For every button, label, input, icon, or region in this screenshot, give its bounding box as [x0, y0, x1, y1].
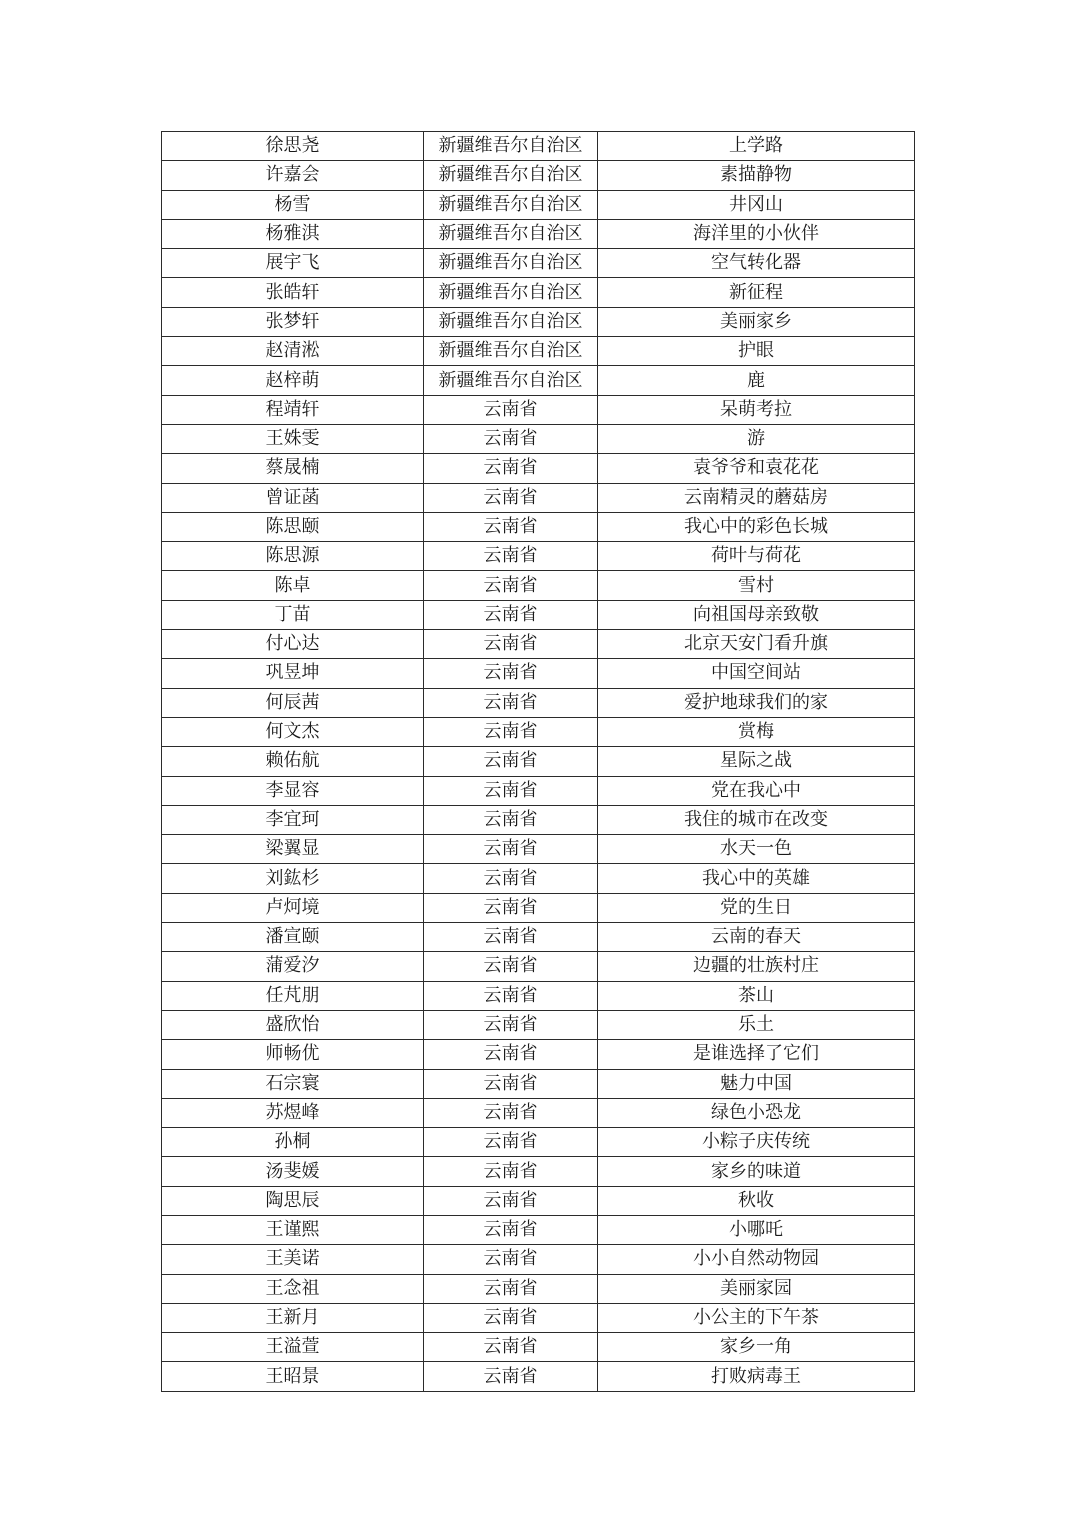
name-cell: 丁苗 — [162, 600, 424, 629]
region-cell: 云南省 — [424, 454, 598, 483]
title-cell: 赏梅 — [598, 717, 915, 746]
table-row — [162, 395, 915, 424]
region-cell: 云南省 — [424, 1245, 598, 1274]
name-cell: 何辰茜 — [162, 688, 424, 717]
name-cell: 付心达 — [162, 630, 424, 659]
name-cell: 蒲爱汐 — [162, 952, 424, 981]
name-cell: 张皓轩 — [162, 278, 424, 307]
region-cell: 新疆维吾尔自治区 — [424, 337, 598, 366]
region-cell: 云南省 — [424, 923, 598, 952]
table-row — [162, 688, 915, 717]
name-cell: 何文杰 — [162, 717, 424, 746]
table-row — [162, 1274, 915, 1303]
region-cell: 云南省 — [424, 571, 598, 600]
region-cell: 云南省 — [424, 747, 598, 776]
title-cell: 绿色小恐龙 — [598, 1098, 915, 1127]
table-row — [162, 1303, 915, 1332]
title-cell: 上学路 — [598, 132, 915, 161]
table-row — [162, 835, 915, 864]
region-cell: 云南省 — [424, 542, 598, 571]
title-cell: 爱护地球我们的家 — [598, 688, 915, 717]
roster-table — [161, 131, 915, 1392]
table-row — [162, 893, 915, 922]
region-cell: 云南省 — [424, 835, 598, 864]
title-cell: 素描静物 — [598, 161, 915, 190]
table-row — [162, 219, 915, 248]
region-cell: 云南省 — [424, 981, 598, 1010]
name-cell: 程靖轩 — [162, 395, 424, 424]
name-cell: 赵梓萌 — [162, 366, 424, 395]
table-row — [162, 1333, 915, 1362]
name-cell: 陈思颐 — [162, 512, 424, 541]
title-cell: 小小自然动物园 — [598, 1245, 915, 1274]
region-cell: 云南省 — [424, 952, 598, 981]
title-cell: 美丽家园 — [598, 1274, 915, 1303]
table-row — [162, 337, 915, 366]
region-cell: 云南省 — [424, 1303, 598, 1332]
name-cell: 李显容 — [162, 776, 424, 805]
region-cell: 云南省 — [424, 483, 598, 512]
region-cell: 新疆维吾尔自治区 — [424, 190, 598, 219]
table-row — [162, 717, 915, 746]
table-row — [162, 1098, 915, 1127]
table-row — [162, 952, 915, 981]
title-cell: 鹿 — [598, 366, 915, 395]
title-cell: 星际之战 — [598, 747, 915, 776]
title-cell: 呆萌考拉 — [598, 395, 915, 424]
region-cell: 云南省 — [424, 893, 598, 922]
region-cell: 云南省 — [424, 1157, 598, 1186]
title-cell: 乐土 — [598, 1010, 915, 1039]
region-cell: 云南省 — [424, 864, 598, 893]
region-cell: 云南省 — [424, 1040, 598, 1069]
title-cell: 小粽子庆传统 — [598, 1128, 915, 1157]
region-cell: 云南省 — [424, 776, 598, 805]
region-cell: 云南省 — [424, 1333, 598, 1362]
name-cell: 汤斐媛 — [162, 1157, 424, 1186]
name-cell: 梁翼显 — [162, 835, 424, 864]
table-row — [162, 630, 915, 659]
table-row — [162, 1010, 915, 1039]
title-cell: 茶山 — [598, 981, 915, 1010]
name-cell: 陈卓 — [162, 571, 424, 600]
title-cell: 边疆的壮族村庄 — [598, 952, 915, 981]
name-cell: 任芃朋 — [162, 981, 424, 1010]
region-cell: 新疆维吾尔自治区 — [424, 161, 598, 190]
table-row — [162, 923, 915, 952]
table-row — [162, 278, 915, 307]
name-cell: 师畅优 — [162, 1040, 424, 1069]
title-cell: 中国空间站 — [598, 659, 915, 688]
title-cell: 向祖国母亲致敬 — [598, 600, 915, 629]
title-cell: 小公主的下午茶 — [598, 1303, 915, 1332]
title-cell: 云南精灵的蘑菇房 — [598, 483, 915, 512]
region-cell: 云南省 — [424, 424, 598, 453]
table-row — [162, 542, 915, 571]
region-cell: 云南省 — [424, 512, 598, 541]
region-cell: 云南省 — [424, 1362, 598, 1391]
table-row — [162, 161, 915, 190]
title-cell: 魅力中国 — [598, 1069, 915, 1098]
title-cell: 我心中的彩色长城 — [598, 512, 915, 541]
region-cell: 云南省 — [424, 1128, 598, 1157]
region-cell: 新疆维吾尔自治区 — [424, 366, 598, 395]
title-cell: 我住的城市在改变 — [598, 805, 915, 834]
title-cell: 打败病毒王 — [598, 1362, 915, 1391]
table-row — [162, 1245, 915, 1274]
table-row — [162, 424, 915, 453]
name-cell: 王谨熙 — [162, 1215, 424, 1244]
title-cell: 党的生日 — [598, 893, 915, 922]
table-row — [162, 571, 915, 600]
title-cell: 云南的春天 — [598, 923, 915, 952]
name-cell: 盛欣怡 — [162, 1010, 424, 1039]
title-cell: 游 — [598, 424, 915, 453]
region-cell: 新疆维吾尔自治区 — [424, 278, 598, 307]
name-cell: 张梦轩 — [162, 307, 424, 336]
title-cell: 秋收 — [598, 1186, 915, 1215]
title-cell: 北京天安门看升旗 — [598, 630, 915, 659]
table-row — [162, 981, 915, 1010]
name-cell: 王念祖 — [162, 1274, 424, 1303]
name-cell: 蔡晟楠 — [162, 454, 424, 483]
title-cell: 小哪吒 — [598, 1215, 915, 1244]
name-cell: 杨雅淇 — [162, 219, 424, 248]
name-cell: 杨雪 — [162, 190, 424, 219]
title-cell: 党在我心中 — [598, 776, 915, 805]
table-row — [162, 1128, 915, 1157]
title-cell: 荷叶与荷花 — [598, 542, 915, 571]
title-cell: 新征程 — [598, 278, 915, 307]
table-row — [162, 249, 915, 278]
name-cell: 陶思辰 — [162, 1186, 424, 1215]
title-cell: 家乡的味道 — [598, 1157, 915, 1186]
region-cell: 云南省 — [424, 1069, 598, 1098]
title-cell: 雪村 — [598, 571, 915, 600]
name-cell: 王姝雯 — [162, 424, 424, 453]
table-row — [162, 1069, 915, 1098]
name-cell: 苏煜峰 — [162, 1098, 424, 1127]
name-cell: 孙桐 — [162, 1128, 424, 1157]
region-cell: 云南省 — [424, 1098, 598, 1127]
table-row — [162, 190, 915, 219]
region-cell: 云南省 — [424, 717, 598, 746]
region-cell: 云南省 — [424, 600, 598, 629]
table-row — [162, 1215, 915, 1244]
title-cell: 井冈山 — [598, 190, 915, 219]
table-row — [162, 776, 915, 805]
table-row — [162, 454, 915, 483]
region-cell: 云南省 — [424, 1186, 598, 1215]
region-cell: 云南省 — [424, 1274, 598, 1303]
name-cell: 潘宣颐 — [162, 923, 424, 952]
table-row — [162, 132, 915, 161]
name-cell: 刘鈜杉 — [162, 864, 424, 893]
title-cell: 是谁选择了它们 — [598, 1040, 915, 1069]
table-row — [162, 366, 915, 395]
title-cell: 美丽家乡 — [598, 307, 915, 336]
table-row — [162, 1362, 915, 1391]
table-row — [162, 512, 915, 541]
table-row — [162, 747, 915, 776]
table-row — [162, 600, 915, 629]
name-cell: 卢炣境 — [162, 893, 424, 922]
region-cell: 云南省 — [424, 1215, 598, 1244]
name-cell: 王溢萱 — [162, 1333, 424, 1362]
name-cell: 展宇飞 — [162, 249, 424, 278]
title-cell: 我心中的英雄 — [598, 864, 915, 893]
region-cell: 云南省 — [424, 630, 598, 659]
name-cell: 赵清淞 — [162, 337, 424, 366]
name-cell: 石宗寰 — [162, 1069, 424, 1098]
table-row — [162, 307, 915, 336]
region-cell: 新疆维吾尔自治区 — [424, 132, 598, 161]
region-cell: 云南省 — [424, 1010, 598, 1039]
roster-table-body — [162, 132, 915, 1392]
title-cell: 护眼 — [598, 337, 915, 366]
table-row — [162, 483, 915, 512]
title-cell: 袁爷爷和袁花花 — [598, 454, 915, 483]
region-cell: 云南省 — [424, 688, 598, 717]
title-cell: 水天一色 — [598, 835, 915, 864]
title-cell: 空气转化器 — [598, 249, 915, 278]
table-row — [162, 1186, 915, 1215]
name-cell: 许嘉会 — [162, 161, 424, 190]
name-cell: 陈思源 — [162, 542, 424, 571]
name-cell: 李宜珂 — [162, 805, 424, 834]
region-cell: 新疆维吾尔自治区 — [424, 249, 598, 278]
region-cell: 云南省 — [424, 659, 598, 688]
title-cell: 海洋里的小伙伴 — [598, 219, 915, 248]
table-row — [162, 1157, 915, 1186]
name-cell: 王昭景 — [162, 1362, 424, 1391]
region-cell: 云南省 — [424, 805, 598, 834]
name-cell: 曾证菡 — [162, 483, 424, 512]
name-cell: 王新月 — [162, 1303, 424, 1332]
title-cell: 家乡一角 — [598, 1333, 915, 1362]
table-row — [162, 659, 915, 688]
name-cell: 巩昱坤 — [162, 659, 424, 688]
name-cell: 徐思尧 — [162, 132, 424, 161]
region-cell: 云南省 — [424, 395, 598, 424]
table-row — [162, 864, 915, 893]
table-row — [162, 1040, 915, 1069]
region-cell: 新疆维吾尔自治区 — [424, 219, 598, 248]
name-cell: 赖佑航 — [162, 747, 424, 776]
table-row — [162, 805, 915, 834]
name-cell: 王美诺 — [162, 1245, 424, 1274]
region-cell: 新疆维吾尔自治区 — [424, 307, 598, 336]
